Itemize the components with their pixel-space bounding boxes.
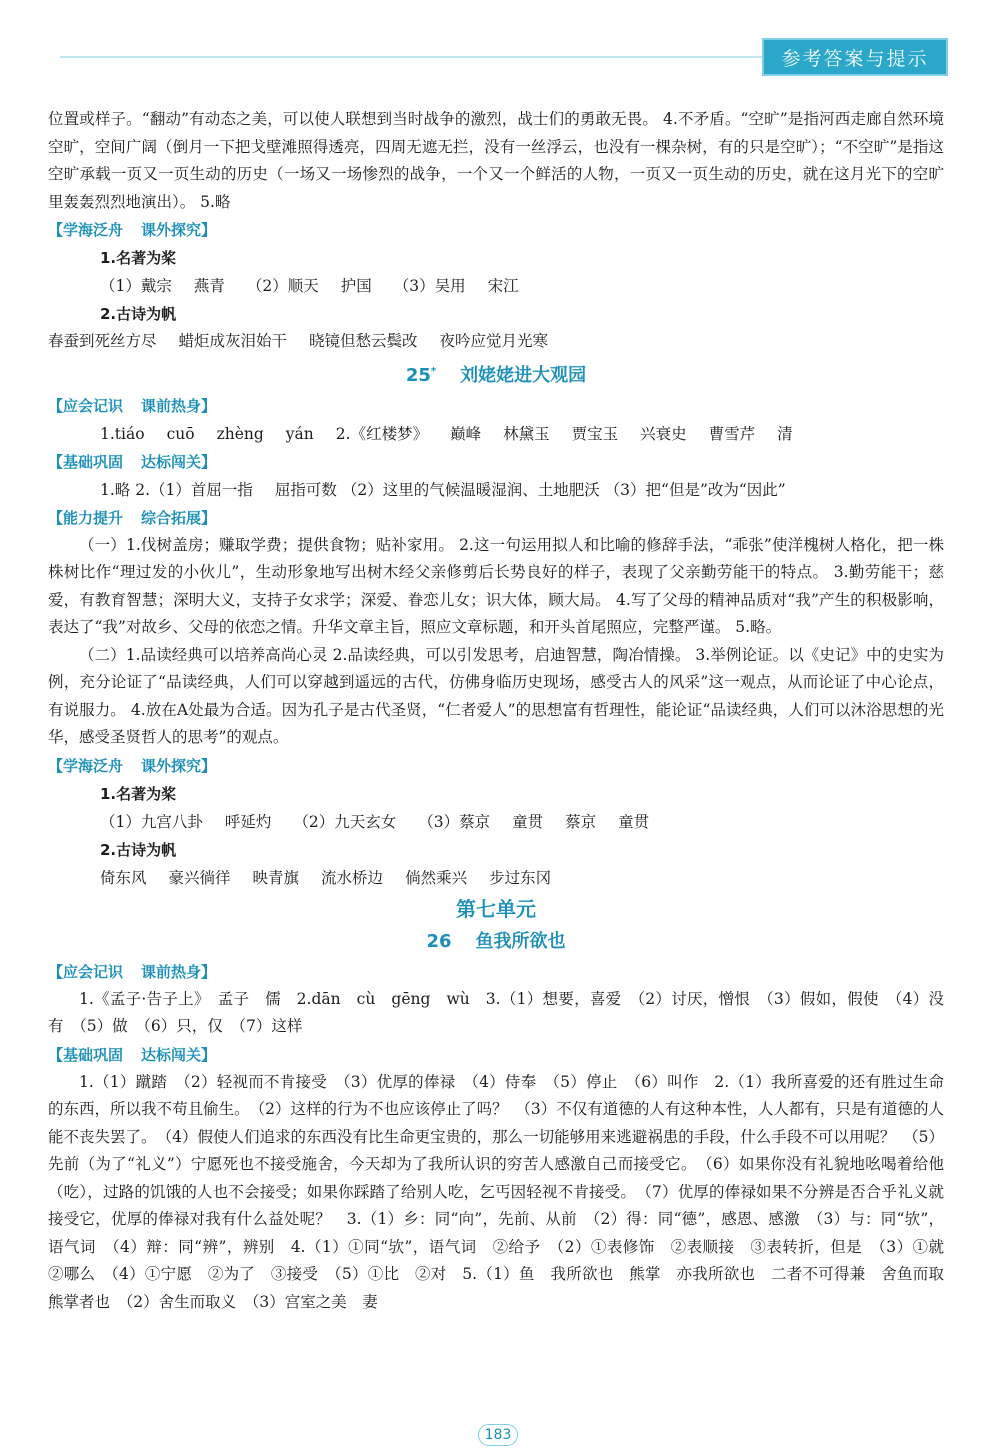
section-heading-basics: 【基础巩固 达标闯关】 xyxy=(48,452,217,471)
section-heading-extension: 【学海泛舟 课外探究】 xyxy=(48,221,217,239)
paragraph-continuation: 位置或样子。“翻动”有动态之美，可以使人联想到当时战争的激烈，战士们的勇敢无畏。 4.不矛盾。“空旷”是指河西走廊自然环境空旷，空间广阔（倒月一下把戈壁滩照得透亮，四周无遮无拦，没有一丝浮云，也没有一棵杂树，有的只是空旷）；“不空旷”是指这空旷承载一页又一页生动的历史（一场又一场惨烈的战争，一个又一个鲜活的人物，一页又一页生动的历史，就在这月光下的空旷里轰轰烈烈地演出）。 5.略 xyxy=(48,110,944,211)
page-number: 183 xyxy=(478,1424,518,1446)
section-heading-basics: 【基础巩固 达标闯关】 xyxy=(48,1045,217,1064)
answer-line-preview: 1.tiáo cuō zhèng yán 2.《红楼梦》 巅峰 林黛玉 贾宝玉 兴衰史 曹雪芹 清 xyxy=(100,424,793,443)
answer-line-poems: 春蚕到死丝方尽 蜡炬成灰泪始干 晓镜但愁云鬓改 夜吟应觉月光寒 xyxy=(48,332,549,350)
section-heading-preview: 【应会记识 课前热身】 xyxy=(48,962,217,981)
lesson-title-26: 26 鱼我所欲也 xyxy=(426,930,566,952)
answer-line-classics: （1）九宫八卦 呼延灼 （2）九天玄女 （3）蔡京 童贯 蔡京 童贯 xyxy=(100,812,650,831)
lesson-title-25: 25* 刘姥姥进大观园 xyxy=(405,364,587,386)
answer-content xyxy=(48,106,960,1316)
section-heading-preview: 【应会记识 课前热身】 xyxy=(48,396,217,415)
paragraph-reading-one: （一）1.伐树盖房；赚取学费；提供食物；贴补家用。 2.这一句运用拟人和比喻的修辞手法，“乖张”使洋槐树人格化，把一株株树比作“理过发的小伙儿”，生动形象地写出树木经父亲修剪后长势良好的样子，表现了父亲勤劳能干的特点。 3.勤劳能干；慈爱，有教育智慧；深明大义，支持子女求学；深爱、眷恋儿女；识大体，顾大局。 4.写了父母的精神品质对“我”产生的积极影响，表达了“我”对故乡、父母的依恋之情。升华文章主旨，照应文章标题，和开头首尾照应，完整严谨。 5.略。 xyxy=(48,535,944,636)
header-rule xyxy=(60,56,762,58)
paragraph-reading-two: （二）1.品读经典可以培养高尚心灵 2.品读经典，可以引发思考，启迪智慧，陶冶情操。 3.举例论证。以《史记》中的史实为例，充分论证了“品读经典，人们可以穿越到遥远的古代，仿佛身临历史现场，感受古人的风采”这一观点，从而论证了中心论点，有说服力。 4.放在A处最为合适。因为孔子是古代圣贤，“仁者爱人”的思想富有哲理性，能论证“品读经典，人们可以沐浴思想的光华，感受圣贤哲人的思考”的观点。 xyxy=(48,645,944,746)
answer-line-poems: 倚东风 豪兴徜徉 映青旗 流水桥边 倘然乘兴 步过东冈 xyxy=(100,868,552,887)
unit-title: 第七单元 xyxy=(456,896,536,921)
subheading-poems: 2.古诗为帆 xyxy=(100,840,177,859)
subheading-poems: 2.古诗为帆 xyxy=(100,305,177,323)
subheading-classics: 1.名著为桨 xyxy=(100,249,177,267)
section-heading-extension: 【学海泛舟 课外探究】 xyxy=(48,756,217,775)
subheading-classics: 1.名著为桨 xyxy=(100,784,177,803)
answer-line-classics: （1）戴宗 燕青 （2）顺天 护国 （3）吴用 宋江 xyxy=(100,277,519,295)
header-banner: 参考答案与提示 xyxy=(762,38,948,76)
answer-line-basics: 1.略 2.（1）首屈一指 屈指可数 （2）这里的气候温暖湿润、土地肥沃 （3）把“但是”改为“因此” xyxy=(100,480,786,499)
paragraph-basics: 1.（1）蹴踏 （2）轻视而不肯接受 （3）优厚的俸禄 （4）侍奉 （5）停止 （6）叫作 2.（1）我所喜爱的还有胜过生命的东西，所以我不苟且偷生。 （2）这样的行为不也应该停止了吗？ （3）不仅有道德的人有这种本性，人人都有，只是有道德的人能不丧失罢了。 （4）假使人们追求的东西没有比生命更宝贵的，那么一切能够用来逃避祸患的手段，什么手段不可以用呢？ （5）先前（为了“礼义”）宁愿死也不接受施舍，今天却为了我所认识的穷苦人感激自己而接受它。 （6）如果你没有礼貌地吆喝着给他（吃），过路的饥饿的人也不会接受；如果你踩踏了给别人吃，乞丐因轻视不肯接受。 （7）优厚的俸禄如果不分辨是否合乎礼义就接受它，优厚的俸禄对我有什么益处呢？ 3.（1）乡：同“向”，先前、从前 （2）得：同“德”，感恩、感激 （3）与：同“欤”，语气词 （4）辩：同“辨”，辨别 4.（1）①同“欤”，语气词 ②给予 （2）①表修饰 ②表顺接 ③表转折，但是 （3）①就 ②哪么 （4）①宁愿 ②为了 ③接受 （5）①比 ②对 5.（1）鱼 我所欲也 熊掌 亦我所欲也 二者不可得兼 舍鱼而取熊掌者也 （2）舍生而取义 （3）宫室之美 妻 xyxy=(48,1072,960,1311)
section-heading-ability: 【能力提升 综合拓展】 xyxy=(48,508,217,527)
paragraph-preview: 1.《孟子·告子上》 孟子 儒 2.dān cù gēng wù 3.（1）想要，喜爱 （2）讨厌，憎恨 （3）假如，假使 （4）没有 （5）做 （6）只，仅 （7）这样 xyxy=(48,989,944,1035)
